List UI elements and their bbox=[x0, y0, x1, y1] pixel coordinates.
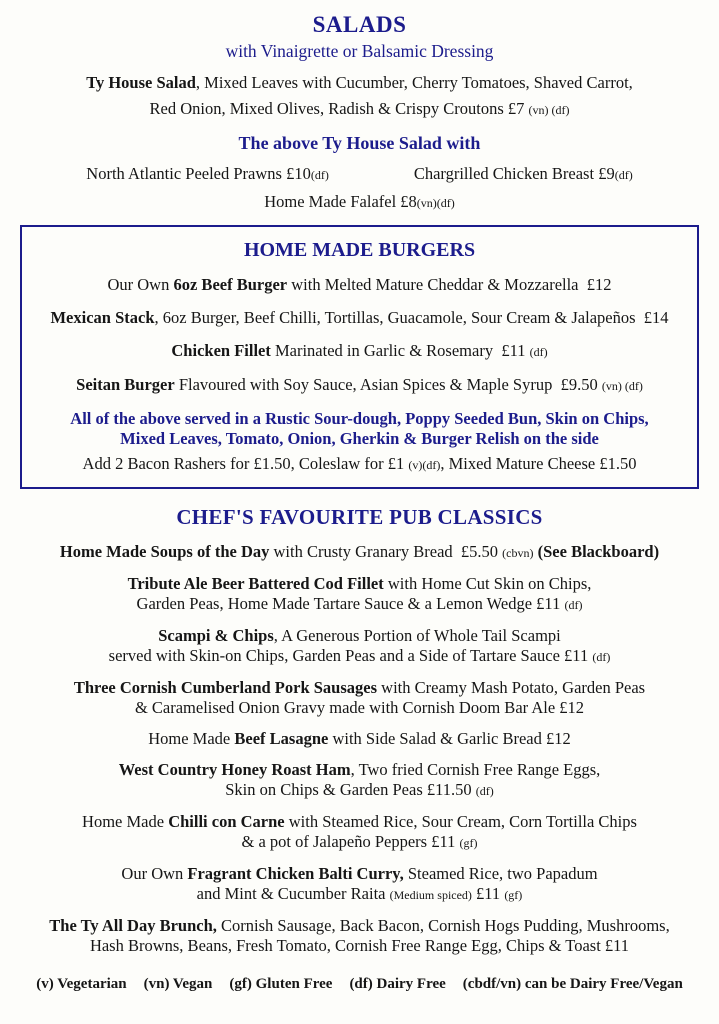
menu-item-all-day-brunch: The Ty All Day Brunch, Cornish Sausage, Back Bacon, Cornish Hogs Pudding, Mushrooms, Hash Browns, Beans, Fresh Tomato, Cornish Free Range Egg, Chips & Toast £11 bbox=[49, 916, 670, 955]
menu-item-pork-sausages: Three Cornish Cumberland Pork Sausages with Creamy Mash Potato, Garden Peas & Caramelised Onion Gravy made with Cornish Doom Bar Ale £12 bbox=[73, 678, 646, 717]
menu-item-falafel: Home Made Falafel £8(vn)(df) bbox=[264, 192, 455, 211]
menu-item-beef-burger: Our Own 6oz Beef Burger with Melted Mature Cheddar & Mozzarella £12 bbox=[107, 275, 612, 294]
legend-item-vegan: (vn) Vegan bbox=[143, 976, 213, 992]
menu-item-mexican-stack: Mexican Stack, 6oz Burger, Beef Chilli, Tortillas, Guacamole, Sour Cream & Jalapeños £14 bbox=[50, 308, 669, 327]
menu-item-balti-curry: Our Own Fragrant Chicken Balti Curry, Steamed Rice, two Papadum and Mint & Cucumber Raita (Medium spiced) £11 (gf) bbox=[121, 864, 598, 903]
menu-item-roast-ham: West Country Honey Roast Ham, Two fried Cornish Free Range Eggs, Skin on Chips & Garden Peas £11.50 (df) bbox=[118, 760, 601, 799]
salads-subtitle: with Vinaigrette or Balsamic Dressing bbox=[225, 41, 494, 61]
menu-item-ty-house-salad: Ty House Salad, Mixed Leaves with Cucumber, Cherry Tomatoes, Shaved Carrot, Red Onion, Mixed Olives, Radish & Crispy Croutons £7 (vn) (df) bbox=[86, 73, 633, 118]
menu-item-soups: Home Made Soups of the Day with Crusty Granary Bread £5.50 (cbvn) (See Blackboard) bbox=[59, 542, 660, 561]
salads-title: SALADS bbox=[312, 12, 407, 37]
salads-addon-row bbox=[20, 164, 699, 185]
menu-item-beef-lasagne: Home Made Beef Lasagne with Side Salad & Garlic Bread £12 bbox=[148, 729, 571, 748]
menu-item-chicken-breast: Chargrilled Chicken Breast £9(df) bbox=[413, 164, 633, 183]
burgers-section bbox=[20, 225, 699, 489]
menu-item-cod-fillet: Tribute Ale Beer Battered Cod Fillet with Home Cut Skin on Chips, Garden Peas, Home Made Tartare Sauce & a Lemon Wedge £11 (df) bbox=[127, 574, 592, 613]
classics-title: CHEF'S FAVOURITE PUB CLASSICS bbox=[176, 505, 543, 529]
burgers-title: HOME MADE BURGERS bbox=[243, 239, 476, 261]
legend-item-dairy-free: (df) Dairy Free bbox=[349, 976, 446, 992]
legend-item-gluten-free: (gf) Gluten Free bbox=[229, 976, 333, 992]
burgers-addons: Add 2 Bacon Rashers for £1.50, Coleslaw for £1 (v)(df), Mixed Mature Cheese £1.50 bbox=[82, 454, 637, 473]
menu-item-chicken-fillet: Chicken Fillet Marinated in Garlic & Rosemary £11 (df) bbox=[171, 341, 548, 360]
classics-section bbox=[20, 505, 699, 956]
burgers-serving-note: All of the above served in a Rustic Sour-dough, Poppy Seeded Bun, Skin on Chips, Mixed Leaves, Tomato, Onion, Gherkin & Burger Relish on the side bbox=[70, 409, 649, 448]
salads-addon-title: The above Ty House Salad with bbox=[238, 133, 481, 153]
menu-item-seitan-burger: Seitan Burger Flavoured with Soy Sauce, Asian Spices & Maple Syrup £9.50 (vn) (df) bbox=[76, 375, 643, 394]
salads-section bbox=[20, 12, 699, 213]
legend-item-vegetarian: (v) Vegetarian bbox=[36, 976, 127, 992]
menu-item-chilli-con-carne: Home Made Chilli con Carne with Steamed Rice, Sour Cream, Corn Tortilla Chips & a pot of Jalapeño Peppers £11 (gf) bbox=[82, 812, 637, 851]
menu-item-scampi: Scampi & Chips, A Generous Portion of Whole Tail Scampi served with Skin-on Chips, Garden Peas and a Side of Tartare Sauce £11 (df) bbox=[108, 626, 611, 665]
dietary-legend bbox=[20, 976, 699, 993]
menu-item-prawns: North Atlantic Peeled Prawns £10(df) bbox=[86, 164, 329, 183]
legend-item-can-be-dairy-free-vegan: (cbdf/vn) can be Dairy Free/Vegan bbox=[462, 976, 683, 992]
